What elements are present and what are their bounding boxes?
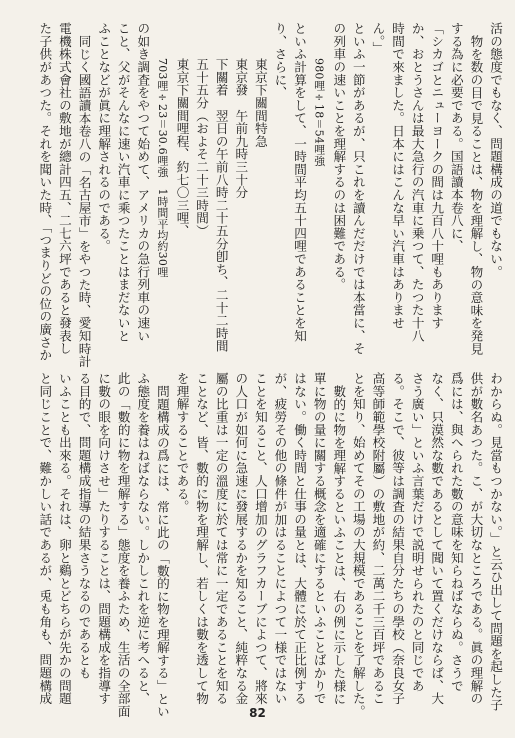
text-line: ことなど、皆、數的に物を理解し、若しくは數を透して物	[194, 372, 210, 705]
text-line: 下關着 翌日の午前八時二十五分卽ち、二十二時間	[213, 58, 229, 353]
text-line: 活の態度でもなく、問題構成の道でもない。	[488, 22, 503, 278]
text-line: 703哩÷23＝30.6哩強 1時間平均約30哩	[155, 58, 169, 278]
text-line: 此の「數的に物を理解する」態度を養ふため、生活の全部面	[115, 372, 131, 718]
text-line: 屬の比重は一定の溫度に於ては常に一定であることを知る	[213, 372, 229, 705]
text-line: に數の眼を向けさせ」たりすることは、問題構成を指導す	[96, 372, 112, 705]
text-line: か、おとうさんは最大急行の汽車に乗つて、たつた十八	[409, 22, 425, 342]
text-line: ことを知ること、人口增加のグラフカーブによつて、將來	[252, 372, 268, 705]
text-line: 供が數名あつた。こ、が大切なところである。眞の理解の	[468, 372, 484, 705]
text-line: 時間で來ました。日本にはこんな早い汽車はありませ	[390, 22, 406, 330]
text-line: る。そこで、彼等は調査の結果自分たちの學校（奈良女子	[390, 372, 406, 705]
text-line: の如き調査をやつて始めて、アメリカの急行列車の速い	[135, 22, 151, 342]
text-line: 物を数の目で見ることは、物を理解し、物の意味を発見	[468, 35, 484, 355]
text-line: といふ一節があるが、只これを讀んだだけでは本當に、そ	[350, 22, 366, 355]
text-line: ふことなどが眞に理解されるのである。	[96, 22, 112, 253]
text-line: こと、父がそんなに速い汽車に乘つたことはまだないと	[115, 22, 131, 342]
text-line: ん。」	[370, 22, 386, 55]
text-line: の人口が如何に急速に發展するかを知ること、純粹なる金	[233, 372, 249, 705]
text-line: が、疲勞その他の條件が加はることによつて一様ではない	[272, 372, 288, 705]
text-line: る目的で、問題構成指導の結果さうなるのであるとも	[76, 372, 92, 680]
text-line: 東京發 午前九時三十分	[233, 58, 249, 199]
text-line: と同じことで、難かしい話であるが、兎も角も、問題構成	[37, 372, 53, 705]
text-line: 數的に物を理解するといふことは、右の例に示した様に	[331, 385, 347, 705]
text-line: とを知り、始めてその工場の大規模であることを了解した。	[350, 372, 366, 718]
text-line: り、さらに、	[272, 22, 288, 99]
text-line: はない。働く時間と仕事の量とは、大體に於て正比例する	[292, 372, 308, 705]
text-line: 東京下關間特急	[252, 58, 268, 148]
text-line: 爲には、與へられた數の意味を知らねばならぬ。さうで	[448, 372, 464, 692]
text-line: 問題構成の爲には、常に此の「數的に物を理解する」とい	[154, 385, 170, 718]
text-line: 980哩÷18＝54哩強	[312, 58, 326, 167]
text-line: いふことも出來る。それは、卵と鷄とどちらが先かの問題	[56, 372, 72, 705]
text-line: 單に物の量に關する概念を適確にするといふことばかりで	[311, 372, 327, 705]
text-line: する為に必要である。国語讀本卷八に、	[448, 22, 464, 253]
upper-text-block	[35, 22, 505, 368]
text-line: 高等師範學校附屬）の敷地が約、二萬二千三百坪であるこ	[370, 372, 386, 705]
text-line: 同じく國語讀本卷八の「名古屋市」をやつた時、愛知時計	[76, 35, 92, 368]
text-line: わからぬ。見當もつかない。」と云ひ出して問題を起した子	[488, 372, 503, 712]
text-line: た子供があつた。それを聞いた時、「つまりどの位の廣さか	[37, 22, 53, 362]
text-line: といふ計算をして、一時間平均五十四哩であることを知	[292, 22, 308, 342]
text-line: さう廣い」といふ言葉だけで説明せられたのと同じであ	[409, 372, 425, 692]
page-number: 82	[249, 706, 266, 720]
text-line: の列車の速いことを理解するのは困難である。	[331, 22, 347, 291]
text-line: なく、只漠然な數であるとして聞いて置くだけならば、大	[429, 372, 445, 705]
text-line: ふ態度を養はねばならない。しかしこれを逆に考へると、	[135, 372, 151, 705]
text-line: 電機株式會社の敷地が總計四五、二七六坪であると發表し	[56, 22, 72, 355]
text-line: 「シカゴとニューヨークの間は九百八十哩もあります	[429, 22, 445, 330]
text-line: を理解することである。	[174, 372, 190, 513]
text-line: 東京下關間哩程、約七〇三哩、	[174, 58, 190, 238]
text-line: 五十五分（およそ二十三時間）	[194, 58, 210, 238]
